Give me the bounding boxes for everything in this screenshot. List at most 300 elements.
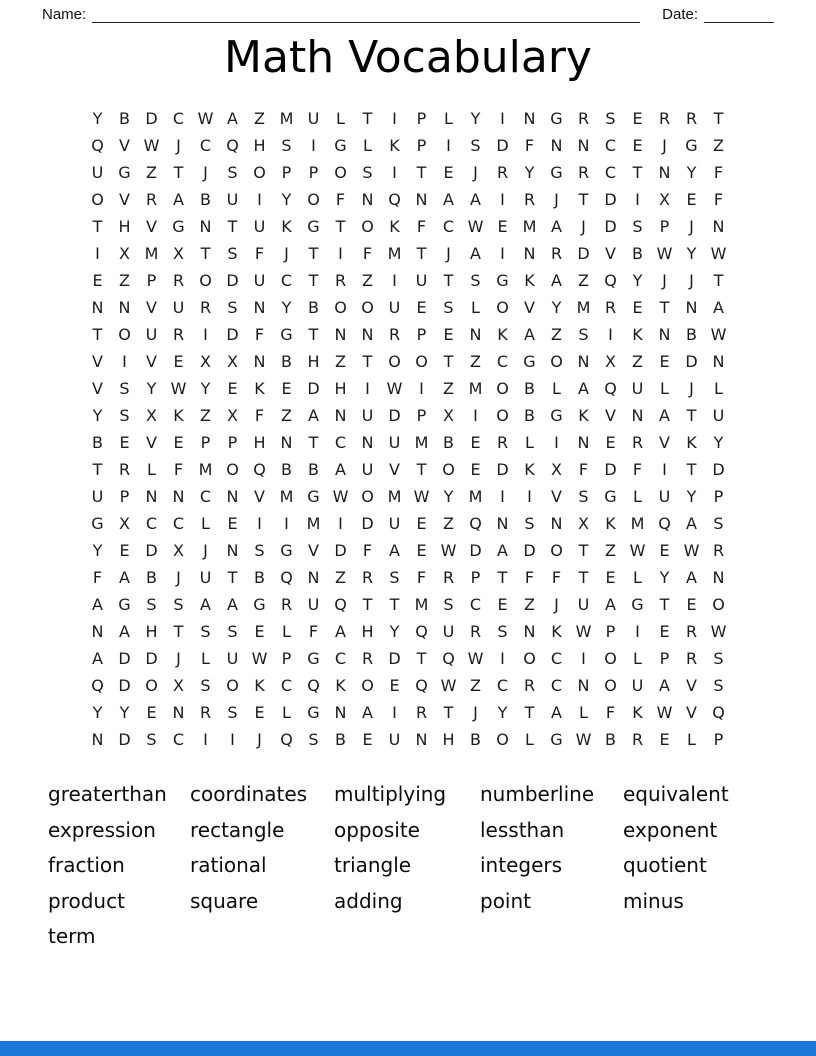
grid-letter: T — [686, 406, 697, 426]
grid-letter: H — [307, 352, 320, 372]
grid-letter: K — [578, 406, 589, 426]
grid-letter: E — [119, 541, 130, 561]
grid-letter: R — [172, 271, 185, 291]
grid-letter: G — [91, 514, 104, 534]
grid-letter: T — [443, 271, 454, 291]
grid-letter: R — [334, 271, 347, 291]
date-label: Date: — [662, 6, 698, 23]
word-column — [48, 777, 190, 955]
grid-letter: E — [497, 217, 508, 237]
grid-letter: Q — [280, 730, 293, 750]
grid-letter: F — [605, 703, 616, 723]
grid-letter: C — [442, 217, 455, 237]
grid-row — [84, 267, 732, 294]
grid-letter: Q — [604, 379, 617, 399]
grid-letter: U — [388, 433, 401, 453]
grid-letter: E — [659, 541, 670, 561]
grid-letter: E — [659, 622, 670, 642]
grid-letter: C — [172, 730, 185, 750]
grid-letter: M — [198, 460, 213, 480]
grid-letter: R — [199, 703, 212, 723]
grid-letter: F — [632, 460, 643, 480]
grid-letter: M — [468, 487, 483, 507]
grid-letter: P — [659, 217, 670, 237]
grid-letter: A — [605, 595, 616, 615]
grid-letter: A — [470, 190, 481, 210]
grid-letter: A — [335, 622, 346, 642]
grid-letter: N — [658, 163, 671, 183]
grid-letter: C — [496, 676, 509, 696]
grid-letter: B — [254, 568, 265, 588]
grid-letter: R — [388, 325, 401, 345]
grid-letter: W — [440, 541, 457, 561]
grid-letter: F — [524, 136, 535, 156]
grid-letter: C — [334, 433, 347, 453]
grid-letter: P — [227, 433, 238, 453]
grid-letter: L — [444, 109, 453, 129]
grid-letter: S — [254, 541, 265, 561]
grid-letter: F — [416, 568, 427, 588]
grid-letter: I — [203, 730, 208, 750]
grid-letter: N — [415, 190, 428, 210]
grid-letter: U — [631, 676, 644, 696]
grid-letter: M — [144, 244, 159, 264]
grid-letter: B — [605, 730, 616, 750]
grid-letter: L — [363, 136, 372, 156]
grid-letter: E — [92, 271, 103, 291]
grid-letter: T — [173, 622, 184, 642]
word-item: square — [190, 888, 259, 913]
grid-letter: H — [118, 217, 131, 237]
grid-letter: K — [497, 325, 508, 345]
page-title: Math Vocabulary — [224, 32, 592, 83]
grid-letter: A — [443, 190, 454, 210]
grid-letter: T — [632, 163, 643, 183]
grid-letter: S — [578, 325, 589, 345]
grid-letter: V — [146, 298, 157, 318]
grid-letter: U — [415, 271, 428, 291]
grid-letter: M — [387, 487, 402, 507]
grid-row — [84, 186, 732, 213]
grid-letter: C — [280, 271, 293, 291]
date-blank-line — [704, 6, 774, 23]
grid-letter: S — [173, 595, 184, 615]
grid-letter: E — [416, 514, 427, 534]
grid-letter: Y — [524, 163, 535, 183]
grid-letter: Y — [92, 406, 103, 426]
grid-letter: N — [361, 325, 374, 345]
grid-letter: S — [443, 595, 454, 615]
grid-letter: A — [659, 406, 670, 426]
grid-letter: D — [388, 649, 401, 669]
grid-letter: P — [146, 271, 157, 291]
grid-letter: X — [578, 514, 589, 534]
grid-letter: A — [92, 595, 103, 615]
grid-letter: C — [199, 136, 212, 156]
grid-row — [84, 456, 732, 483]
grid-row — [84, 672, 732, 699]
grid-letter: X — [200, 352, 211, 372]
grid-letter: X — [227, 352, 238, 372]
grid-letter: N — [712, 352, 725, 372]
grid-letter: Q — [415, 676, 428, 696]
grid-letter: R — [469, 622, 482, 642]
grid-letter: N — [118, 298, 131, 318]
grid-letter: I — [473, 406, 478, 426]
grid-letter: N — [199, 217, 212, 237]
grid-letter: A — [200, 595, 211, 615]
word-item: multiplying — [334, 782, 447, 807]
grid-letter: E — [443, 163, 454, 183]
grid-letter: G — [307, 217, 320, 237]
grid-letter: Q — [91, 136, 104, 156]
grid-letter: N — [226, 541, 239, 561]
grid-letter: Q — [91, 676, 104, 696]
word-item: expression — [48, 817, 156, 842]
grid-letter: I — [230, 730, 235, 750]
grid-letter: U — [388, 514, 401, 534]
grid-letter: S — [497, 622, 508, 642]
grid-letter: A — [713, 298, 724, 318]
grid-letter: G — [307, 703, 320, 723]
grid-letter: F — [578, 460, 589, 480]
grid-letter: N — [145, 487, 158, 507]
grid-letter: O — [496, 379, 509, 399]
grid-letter: S — [227, 244, 238, 264]
grid-letter: K — [254, 379, 265, 399]
grid-letter: R — [361, 568, 374, 588]
grid-row — [84, 213, 732, 240]
grid-letter: J — [689, 379, 694, 399]
grid-letter: Y — [146, 379, 157, 399]
grid-letter: W — [710, 325, 727, 345]
grid-letter: G — [280, 541, 293, 561]
grid-letter: S — [524, 514, 535, 534]
grid-letter: U — [145, 325, 158, 345]
grid-letter: O — [226, 460, 239, 480]
grid-letter: D — [361, 514, 374, 534]
grid-letter: T — [416, 163, 427, 183]
grid-letter: C — [280, 676, 293, 696]
grid-letter: A — [119, 622, 130, 642]
grid-letter: G — [307, 649, 320, 669]
grid-letter: T — [335, 217, 346, 237]
grid-letter: I — [554, 433, 559, 453]
grid-letter: P — [416, 406, 427, 426]
grid-letter: K — [632, 703, 643, 723]
grid-letter: X — [173, 676, 184, 696]
grid-letter: O — [253, 163, 266, 183]
grid-letter: A — [389, 541, 400, 561]
grid-row — [84, 564, 732, 591]
grid-letter: A — [497, 541, 508, 561]
grid-row — [84, 483, 732, 510]
word-column — [334, 777, 480, 955]
grid-letter: F — [416, 217, 427, 237]
grid-letter: U — [712, 406, 725, 426]
grid-letter: A — [470, 244, 481, 264]
grid-letter: Z — [281, 406, 292, 426]
grid-letter: E — [416, 298, 427, 318]
grid-letter: N — [91, 622, 104, 642]
grid-letter: S — [200, 676, 211, 696]
grid-letter: N — [523, 622, 536, 642]
grid-letter: K — [254, 676, 265, 696]
grid-letter: Z — [605, 541, 616, 561]
grid-letter: S — [119, 379, 130, 399]
grid-letter: T — [362, 109, 373, 129]
grid-letter: K — [389, 136, 400, 156]
grid-letter: P — [416, 325, 427, 345]
grid-letter: N — [469, 325, 482, 345]
grid-letter: R — [604, 298, 617, 318]
grid-letter: O — [118, 325, 131, 345]
grid-letter: N — [496, 514, 509, 534]
grid-letter: A — [362, 703, 373, 723]
grid-letter: R — [577, 163, 590, 183]
grid-letter: V — [686, 676, 697, 696]
grid-letter: W — [197, 109, 214, 129]
grid-letter: U — [658, 487, 671, 507]
grid-letter: U — [442, 622, 455, 642]
grid-letter: Q — [280, 568, 293, 588]
grid-letter: Y — [92, 703, 103, 723]
grid-letter: V — [605, 244, 616, 264]
grid-letter: N — [523, 109, 536, 129]
grid-letter: N — [334, 406, 347, 426]
grid-letter: Q — [658, 514, 671, 534]
grid-row — [84, 726, 732, 753]
grid-letter: L — [201, 514, 210, 534]
grid-letter: H — [253, 433, 266, 453]
grid-letter: B — [119, 109, 130, 129]
grid-letter: I — [500, 190, 505, 210]
grid-letter: J — [689, 271, 694, 291]
grid-letter: B — [686, 325, 697, 345]
grid-letter: P — [659, 649, 670, 669]
word-column — [480, 777, 623, 955]
grid-letter: Q — [226, 136, 239, 156]
grid-letter: R — [118, 460, 131, 480]
grid-letter: L — [471, 298, 480, 318]
grid-letter: W — [386, 379, 403, 399]
grid-letter: O — [496, 730, 509, 750]
grid-letter: Q — [604, 271, 617, 291]
grid-letter: I — [419, 379, 424, 399]
grid-letter: I — [392, 703, 397, 723]
grid-letter: P — [119, 487, 130, 507]
grid-letter: B — [92, 433, 103, 453]
grid-letter: V — [92, 379, 103, 399]
grid-letter: L — [552, 379, 561, 399]
grid-letter: F — [362, 244, 373, 264]
grid-letter: T — [578, 568, 589, 588]
grid-letter: I — [365, 379, 370, 399]
grid-letter: W — [467, 649, 484, 669]
grid-letter: L — [633, 649, 642, 669]
grid-letter: U — [199, 568, 212, 588]
grid-letter: D — [226, 271, 239, 291]
grid-letter: L — [633, 487, 642, 507]
grid-letter: Z — [551, 325, 562, 345]
grid-letter: I — [257, 190, 262, 210]
grid-letter: J — [554, 190, 559, 210]
grid-letter: S — [200, 622, 211, 642]
grid-row — [84, 321, 732, 348]
grid-letter: K — [686, 433, 697, 453]
grid-letter: D — [145, 541, 158, 561]
grid-letter: K — [281, 217, 292, 237]
grid-letter: W — [575, 730, 592, 750]
grid-letter: M — [630, 514, 645, 534]
grid-letter: M — [306, 514, 321, 534]
grid-letter: O — [523, 649, 536, 669]
grid-letter: R — [550, 244, 563, 264]
grid-letter: Q — [712, 703, 725, 723]
grid-letter: Q — [334, 595, 347, 615]
grid-letter: U — [307, 595, 320, 615]
grid-letter: P — [416, 136, 427, 156]
grid-letter: C — [469, 595, 482, 615]
grid-letter: T — [308, 271, 319, 291]
grid-letter: G — [550, 109, 563, 129]
grid-letter: F — [254, 406, 265, 426]
grid-letter: Y — [470, 109, 481, 129]
grid-letter: E — [443, 325, 454, 345]
grid-letter: S — [389, 568, 400, 588]
grid-letter: D — [118, 730, 131, 750]
grid-letter: E — [659, 352, 670, 372]
grid-letter: N — [523, 244, 536, 264]
grid-letter: I — [500, 487, 505, 507]
grid-letter: K — [551, 622, 562, 642]
grid-letter: H — [253, 136, 266, 156]
grid-letter: B — [470, 730, 481, 750]
grid-letter: L — [201, 649, 210, 669]
grid-letter: A — [578, 379, 589, 399]
grid-letter: V — [254, 487, 265, 507]
grid-letter: M — [387, 244, 402, 264]
grid-letter: Z — [713, 136, 724, 156]
grid-letter: Z — [362, 271, 373, 291]
grid-letter: W — [251, 649, 268, 669]
grid-letter: M — [414, 433, 429, 453]
grid-letter: R — [496, 163, 509, 183]
grid-letter: D — [604, 217, 617, 237]
grid-letter: C — [199, 487, 212, 507]
grid-letter: T — [497, 568, 508, 588]
grid-letter: T — [227, 217, 238, 237]
grid-letter: T — [713, 109, 724, 129]
grid-letter: O — [496, 298, 509, 318]
grid-letter: F — [713, 163, 724, 183]
grid-letter: Z — [200, 406, 211, 426]
name-blank-line — [92, 6, 640, 23]
grid-letter: X — [551, 460, 562, 480]
grid-letter: R — [712, 541, 725, 561]
grid-letter: E — [362, 730, 373, 750]
grid-letter: E — [632, 298, 643, 318]
grid-letter: W — [575, 622, 592, 642]
grid-row — [84, 699, 732, 726]
name-label: Name: — [42, 6, 87, 23]
grid-letter: O — [496, 406, 509, 426]
grid-letter: I — [392, 271, 397, 291]
grid-letter: S — [470, 271, 481, 291]
grid-letter: O — [604, 676, 617, 696]
grid-letter: J — [284, 244, 289, 264]
grid-letter: A — [551, 271, 562, 291]
grid-letter: U — [577, 595, 590, 615]
grid-letter: T — [578, 190, 589, 210]
grid-letter: C — [334, 649, 347, 669]
grid-letter: P — [416, 109, 427, 129]
grid-letter: D — [496, 136, 509, 156]
grid-letter: C — [550, 676, 563, 696]
grid-letter: F — [308, 622, 319, 642]
word-item: product — [48, 888, 125, 913]
grid-letter: K — [173, 406, 184, 426]
word-item: numberline — [480, 782, 595, 807]
grid-letter: E — [470, 460, 481, 480]
word-item: triangle — [334, 853, 412, 878]
grid-letter: V — [119, 190, 130, 210]
grid-letter: W — [629, 541, 646, 561]
grid-letter: U — [253, 271, 266, 291]
grid-letter: F — [254, 325, 265, 345]
grid-letter: T — [92, 325, 103, 345]
grid-letter: N — [361, 433, 374, 453]
grid-letter: F — [173, 460, 184, 480]
grid-letter: Y — [686, 163, 697, 183]
grid-letter: V — [605, 406, 616, 426]
grid-letter: S — [227, 622, 238, 642]
grid-letter: A — [335, 460, 346, 480]
grid-letter: N — [658, 325, 671, 345]
grid-letter: U — [91, 487, 104, 507]
grid-letter: T — [443, 352, 454, 372]
grid-letter: V — [686, 703, 697, 723]
grid-letter: Q — [442, 649, 455, 669]
grid-letter: Y — [551, 298, 562, 318]
word-item: opposite — [334, 817, 420, 842]
grid-letter: I — [662, 460, 667, 480]
grid-letter: K — [524, 271, 535, 291]
grid-letter: Y — [713, 433, 724, 453]
grid-letter: D — [523, 541, 536, 561]
grid-letter: X — [605, 352, 616, 372]
word-item: equivalent — [623, 782, 729, 807]
grid-letter: W — [656, 244, 673, 264]
grid-letter: D — [118, 676, 131, 696]
grid-letter: I — [527, 487, 532, 507]
grid-letter: N — [415, 730, 428, 750]
grid-letter: J — [257, 730, 262, 750]
grid-letter: O — [361, 298, 374, 318]
grid-letter: R — [685, 109, 698, 129]
grid-letter: X — [146, 406, 157, 426]
grid-letter: N — [577, 676, 590, 696]
grid-letter: J — [176, 136, 181, 156]
grid-letter: T — [713, 271, 724, 291]
grid-letter: W — [710, 622, 727, 642]
grid-letter: Q — [307, 676, 320, 696]
grid-letter: C — [550, 649, 563, 669]
grid-letter: Z — [470, 352, 481, 372]
grid-letter: I — [635, 190, 640, 210]
grid-letter: H — [334, 379, 347, 399]
grid-letter: B — [200, 190, 211, 210]
